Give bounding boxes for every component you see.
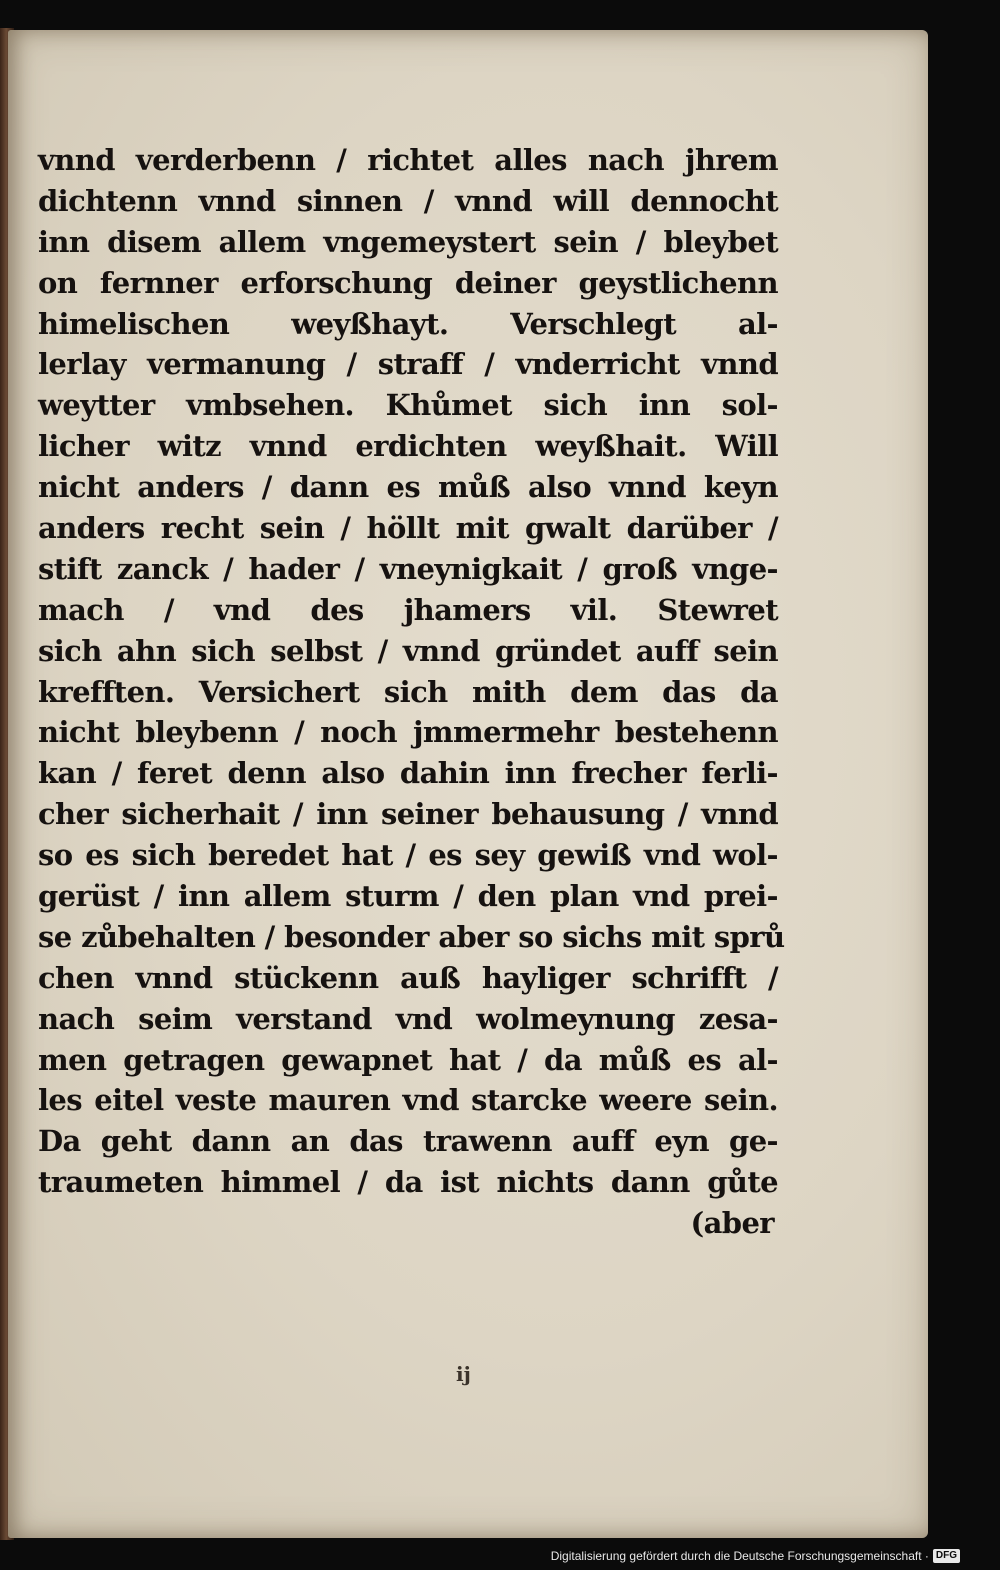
text-line: sich ahn sich selbst / vnnd gründet auff sein [38,633,778,668]
text-line: nach seim verstand vnd wolmeynung zesa- [38,1001,778,1036]
book-page [8,30,928,1538]
text-line: cher sicherhait / inn seiner behausung / vnnd [38,797,778,832]
text-line: lerlay vermanung / straff / vnderricht vnnd [38,347,778,382]
text-line: anders recht sein / höllt mit gwalt darüber / [38,511,778,546]
text-line: krefften. Versichert sich mith dem das da [38,674,778,709]
text-line: traumeten himmel / da ist nichts dann gůte [38,1165,778,1200]
signature-mark: ij [456,1362,471,1386]
text-line: on fernner erforschung deiner geystlichenn [38,265,778,300]
text-line: nicht bleybenn / noch jmmermehr bestehenn [38,715,778,750]
text-line: inn disem allem vngemeystert sein / bleybet [38,224,778,259]
text-line: men getragen gewapnet hat / da můß es al- [38,1042,778,1077]
text-line: chen vnnd stückenn auß hayliger schrifft / [38,960,778,995]
text-line: se zůbehalten / besonder aber so sichs mit sprů [38,919,785,954]
text-line: licher witz vnnd erdichten weyßhait. Will [38,429,778,464]
text-block [38,140,785,1244]
text-line: les eitel veste mauren vnd starcke weere sein. [38,1083,778,1118]
text-line: mach / vnd des jhamers vil. Stewret [38,592,778,627]
digitization-credit [551,1546,960,1566]
text-line: vnnd verderbenn / richtet alles nach jhrem [38,143,778,177]
text-line: gerüst / inn allem sturm / den plan vnd prei- [38,879,778,914]
dfg-logo-icon: DFG [933,1549,960,1563]
credit-text: Digitalisierung gefördert durch die Deutsche Forschungsgemeinschaft · [550,1549,929,1563]
text-line: Da geht dann an das trawenn auff eyn ge- [38,1124,778,1159]
text-line: weytter vmbsehen. Khůmet sich inn sol- [38,388,778,423]
text-line: stift zanck / hader / vneynigkait / groß vnge- [38,551,778,586]
text-line: kan / feret denn also dahin inn frecher ferli- [38,756,778,791]
text-line: so es sich beredet hat / es sey gewiß vnd wol- [38,838,778,873]
catchword: (aber [690,1206,774,1241]
text-line: nicht anders / dann es můß also vnnd keyn [38,470,778,505]
text-line: himelischen weyßhayt. Verschlegt al- [38,306,778,341]
text-line: dichtenn vnnd sinnen / vnnd will dennocht [38,183,778,218]
